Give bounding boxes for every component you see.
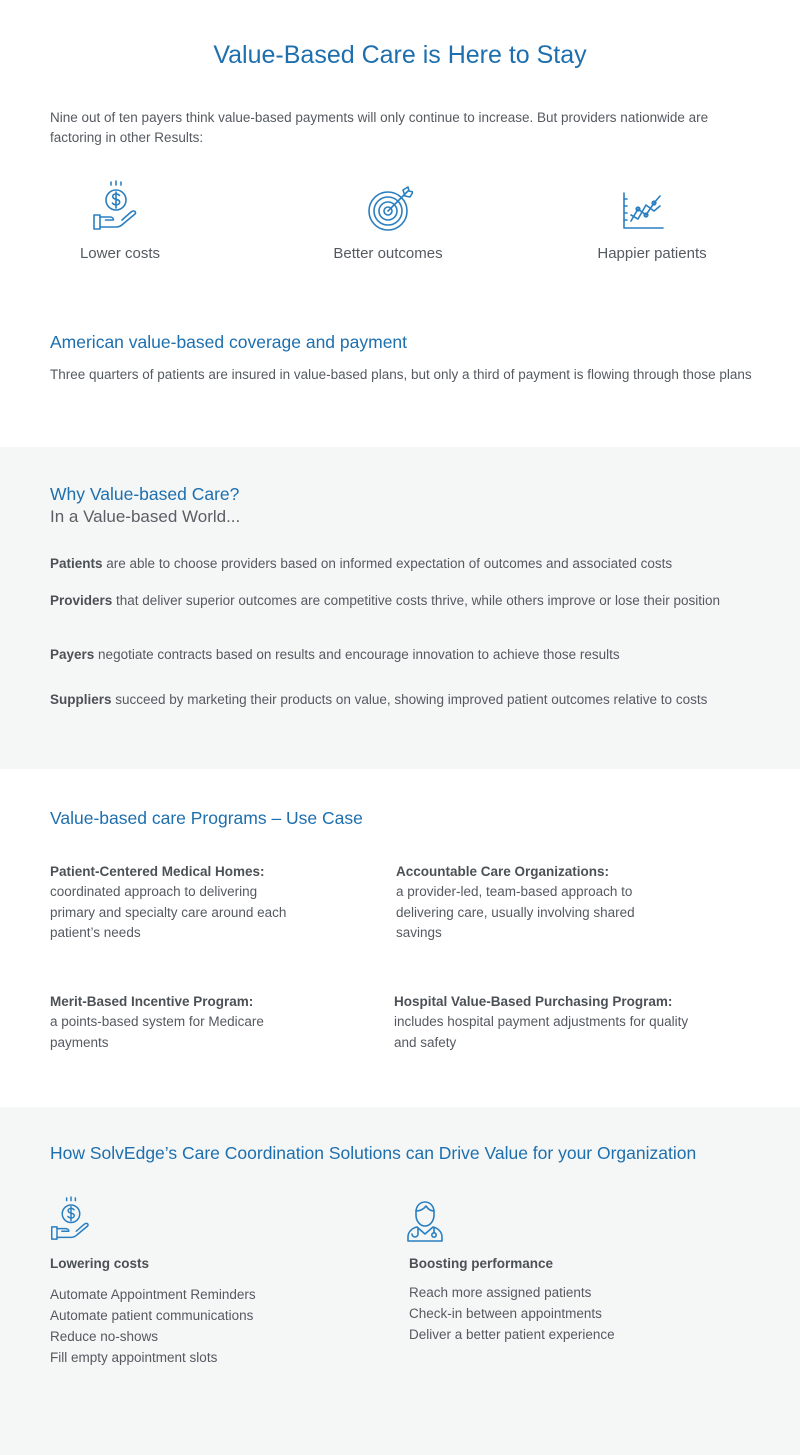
program-title: Merit-Based Incentive Program: [50, 994, 254, 1009]
why-item-text: succeed by marketing their products on value, showing improved patient outcomes relative to costs [111, 692, 708, 707]
program-mips [50, 992, 310, 1053]
line-chart-icon [622, 192, 664, 230]
page-title: Value-Based Care is Here to Stay [213, 41, 587, 69]
program-title: Hospital Value-Based Purchasing Program: [394, 994, 673, 1009]
why-item-text: that deliver superior outcomes are competitive costs thrive, while others improve or lose their position [112, 593, 721, 608]
program-desc: a provider-led, team-based approach to delivering care, usually involving shared savings [396, 884, 635, 940]
result-label-lower-costs: Lower costs [79, 245, 161, 262]
why-item-text: negotiate contracts based on results and encourage innovation to achieve those results [94, 647, 620, 662]
intro-paragraph: Nine out of ten payers think value-based payments will only continue to increase. But providers nationwide are factoring in other Results: [50, 110, 709, 145]
why-item-bold: Providers [50, 593, 113, 608]
result-label-better-outcomes: Better outcomes [333, 245, 443, 262]
why-item-text: are able to choose providers based on informed expectation of outcomes and associated costs [102, 556, 673, 571]
why-item-patients [50, 555, 755, 572]
program-title: Accountable Care Organizations: [396, 864, 610, 879]
list-item: Reduce no-shows [50, 1329, 159, 1344]
hand-dollar-icon [92, 180, 140, 232]
why-heading: Why Value-based Care? [50, 484, 240, 504]
program-desc: coordinated approach to delivering primary and specialty care around each patient’s needs [50, 884, 287, 940]
program-desc: includes hospital payment adjustments for quality and safety [394, 1014, 689, 1050]
hand-dollar-icon [50, 1196, 92, 1242]
list-item: Automate patient communications [50, 1308, 254, 1323]
solution-boosting-performance [409, 1254, 729, 1345]
list-item: Automate Appointment Reminders [50, 1287, 256, 1302]
program-aco [396, 862, 656, 944]
solution-lowering-costs [50, 1254, 350, 1368]
why-item-suppliers [50, 691, 755, 708]
why-item-bold: Patients [50, 556, 103, 571]
list-item: Check-in between appointments [409, 1306, 602, 1321]
result-label-happier-patients: Happier patients [597, 245, 707, 262]
program-title: Patient-Centered Medical Homes: [50, 864, 265, 879]
doctor-icon [406, 1200, 444, 1242]
program-hvbp [394, 992, 694, 1053]
target-icon [367, 186, 413, 232]
program-desc: a points-based system for Medicare payments [50, 1014, 264, 1050]
coverage-paragraph: Three quarters of patients are insured in value-based plans, but only a third of payment is flowing through those plans [50, 367, 752, 382]
solution-title: Lowering costs [50, 1256, 150, 1271]
why-subheading: In a Value-based World... [50, 507, 241, 526]
list-item: Reach more assigned patients [409, 1285, 592, 1300]
why-item-payers [50, 646, 755, 663]
program-pcmh [50, 862, 300, 944]
list-item: Fill empty appointment slots [50, 1350, 218, 1365]
solutions-heading: How SolvEdge’s Care Coordination Solutions can Drive Value for your Organization [50, 1143, 697, 1163]
why-item-providers [50, 592, 755, 609]
solution-title: Boosting performance [409, 1256, 554, 1271]
why-item-bold: Suppliers [50, 692, 112, 707]
why-item-bold: Payers [50, 647, 95, 662]
list-item: Deliver a better patient experience [409, 1327, 615, 1342]
programs-heading: Value-based care Programs – Use Case [50, 808, 363, 828]
coverage-heading: American value-based coverage and payment [50, 332, 408, 352]
